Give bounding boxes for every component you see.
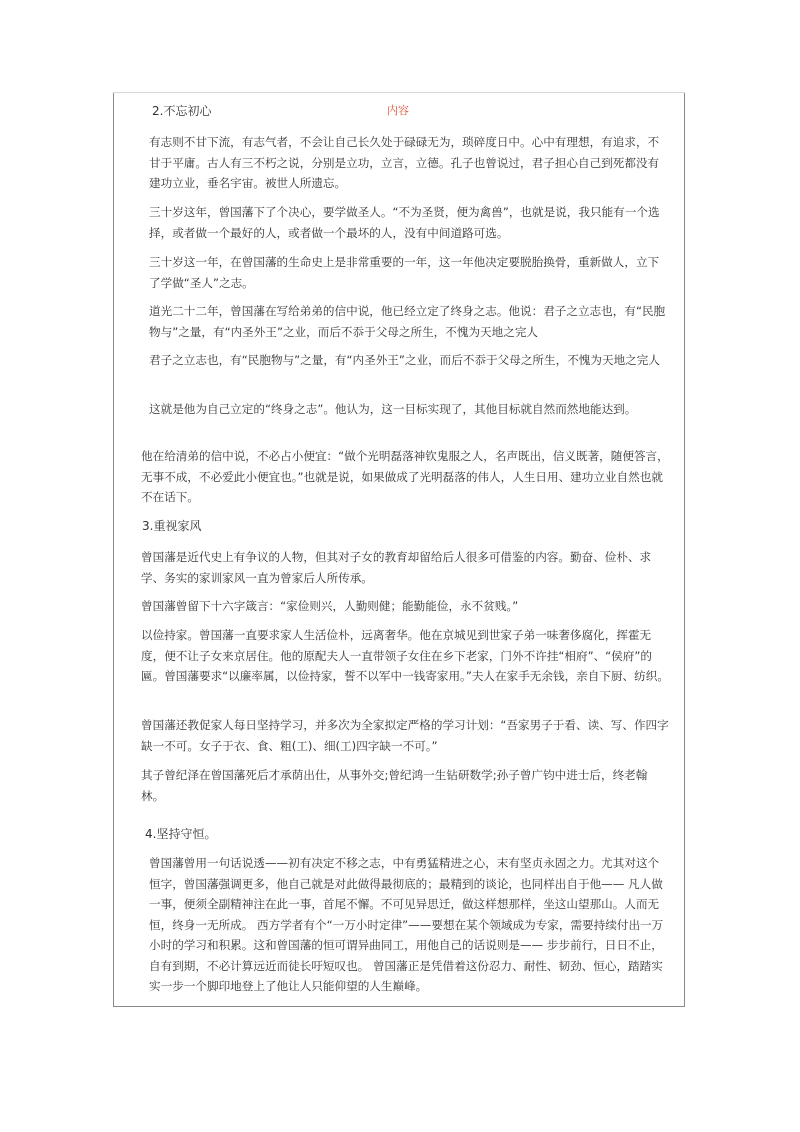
paragraph: 以俭持家。曾国藩一直要求家人生活俭朴，远离奢华。他在京城见到世家子弟一味奢侈腐化，挥霍无度，便不让子女来京居住。他的原配夫人一直带领子女住在乡下老家，门外不许挂“相府”、“侯府”的匾。曾国藩要求“以廉率属，以俭持家，誓不以军中一钱寄家用。”夫人在家手无余钱，亲自下厨、纺织。 — [141, 628, 669, 683]
paragraph: 曾国藩还教促家人每日坚持学习，并多次为全家拟定严格的学习计划：“吾家男子于看、读、写、作四字缺一不可。女子于衣、食、粗(工)、细(工)四字缺一不可。” — [141, 718, 669, 753]
paragraph: 他在给清弟的信中说，不必占小便宜：“做个光明磊落神钦鬼服之人，名声既出，信义既著，随便答言，无事不成，不必爱此小便宜也。”也就是说，如果做成了光明磊落的伟人，人生日用、建功立业自然也就不在话下。 — [141, 449, 669, 504]
document-frame — [113, 92, 685, 1007]
content-tag: 内容 — [387, 104, 409, 117]
section-heading-2: 2.不忘初心 — [152, 104, 212, 118]
paragraph: 三十岁这一年，在曾国藩的生命史上是非常重要的一年，这一年他决定要脱胎换骨，重新做人，立下了学做“圣人”之志。 — [149, 255, 660, 290]
paragraph: 曾国藩是近代史上有争议的人物，但其对子女的教育却留给后人很多可借鉴的内容。勤奋、俭朴、求学、务实的家训家风一直为曾家后人所传承。 — [141, 550, 652, 585]
paragraph: 这就是他为自己立定的“终身之志”。他认为，这一目标实现了，其他目标就自然而然地能达到。 — [149, 402, 637, 416]
paragraph: 曾国藩曾留下十六字箴言：“家俭则兴，人勤则健；能勤能俭，永不贫贱。” — [141, 599, 519, 613]
paragraph: 其子曾纪泽在曾国藩死后才承荫出仕，从事外交;曾纪鸿一生钻研数学;孙子曾广钧中进士后，终老翰林。 — [141, 768, 648, 803]
paragraph: 三十岁这年，曾国藩下了个决心，要学做圣人。“不为圣贤，便为禽兽”，也就是说，我只能有一个选择，或者做一个最好的人，或者做一个最坏的人，没有中间道路可选。 — [149, 205, 660, 240]
paragraph: 道光二十二年，曾国藩在写给弟弟的信中说，他已经立定了终身之志。他说：君子之立志也，有“民胞物与”之量，有“内圣外王”之业，而后不忝于父母之所生，不愧为天地之完人 — [149, 304, 666, 339]
paragraph: 君子之立志也，有“民胞物与”之量，有“内圣外王”之业，而后不忝于父母之所生，不愧为天地之完人 — [149, 353, 660, 367]
paragraph: 有志则不甘下流，有志气者，不会让自己长久处于碌碌无为，琐碎度日中。心中有理想，有追求，不甘于平庸。古人有三不朽之说，分别是立功，立言，立德。孔子也曾说过，君子担心自己到死都没有建功立业，垂名宇宙。被世人所遗忘。 — [149, 135, 660, 190]
section-heading-3: 3.重视家风 — [142, 519, 202, 533]
section-heading-4: 4.坚持守恒。 — [145, 827, 217, 841]
paragraph: 曾国藩曾用一句话说透——初有决定不移之志，中有勇猛精进之心，末有坚贞永固之力。尤其对这个恒字，曾国藩强调更多，他自己就是对此做得最彻底的；最精到的谈论，也同样出自于他—— 凡人做一事，便须全副精神注在此一事，首尾不懈。不可见异思迁，做这样想那样，坐这山望那山。人而无恒，终身一无所成。 西方学者有个“一万小时定律”——要想在某个领域成为专家，需要持续付出一万小时的学习和积累。这和曾国藩的恒可谓异曲同工，用他自己的话说则是—— 步步前行，日日不止，自有到期，不必计算远近而徒长吁短叹也。 曾国藩正是凭借着这份忍力、耐性、韧劲、恒心，踏踏实实一步一个脚印地登上了他让人只能仰望的人生巅峰。 — [149, 856, 664, 993]
